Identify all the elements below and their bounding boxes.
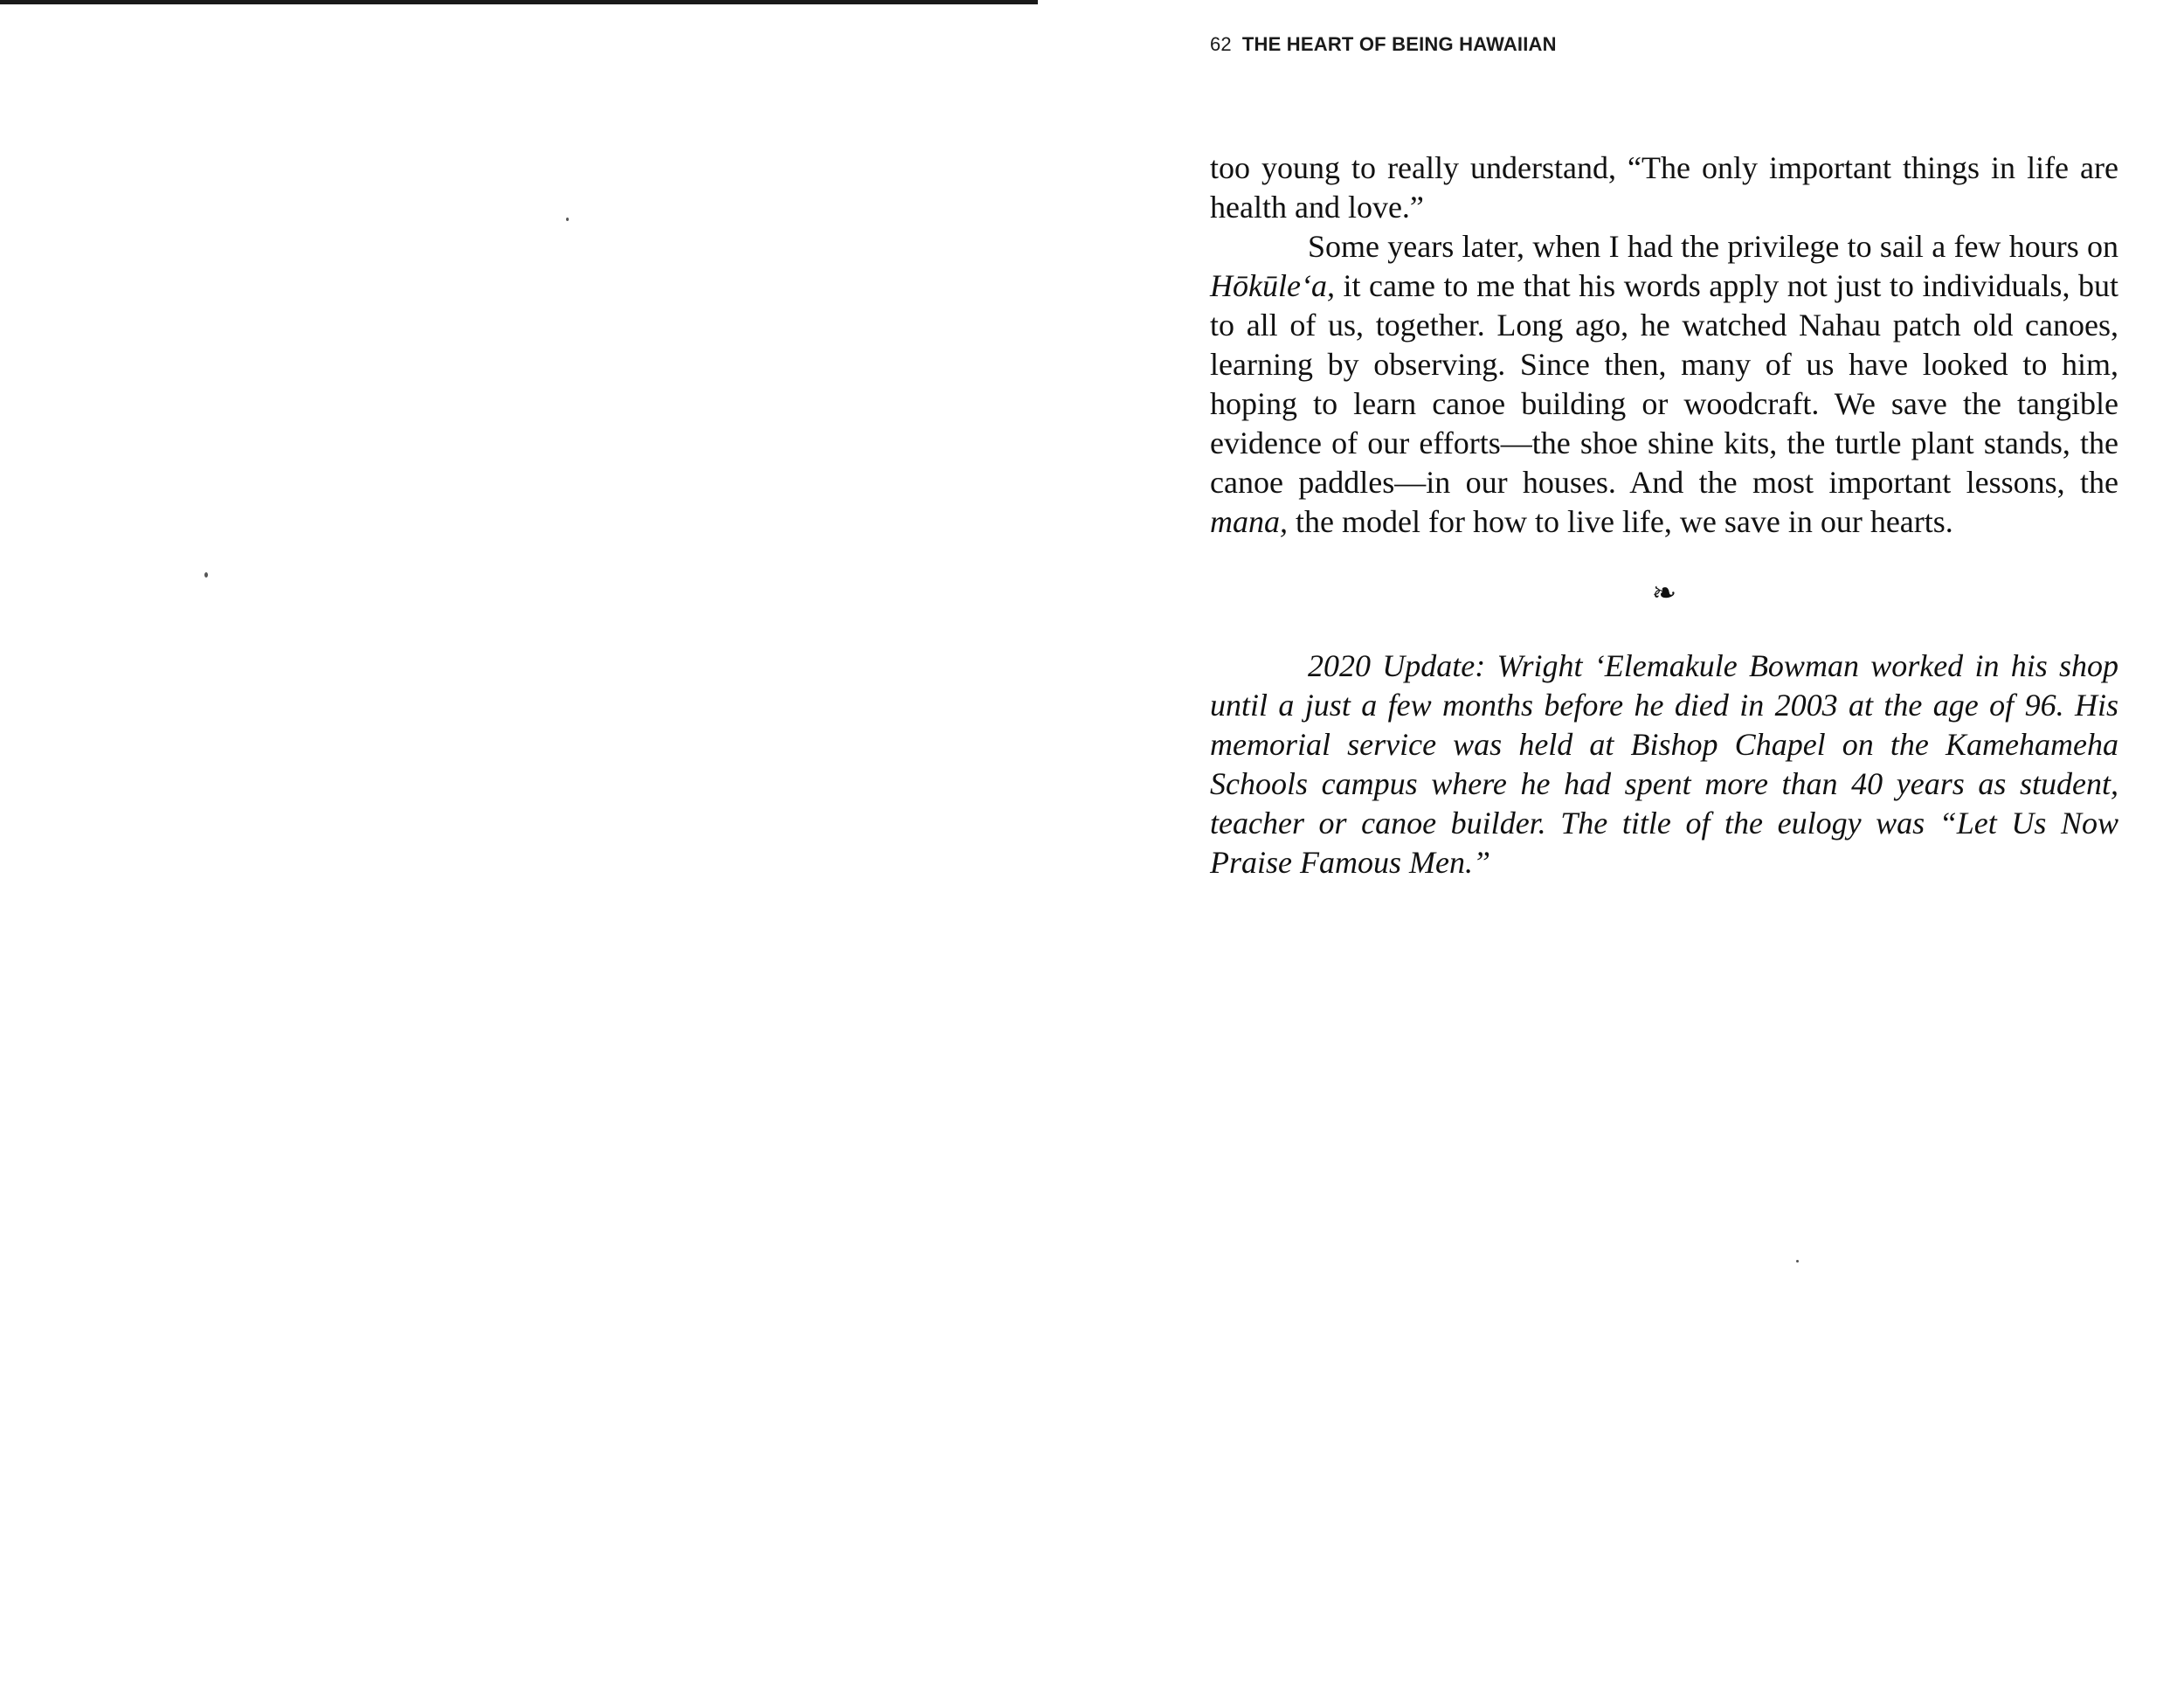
vessel-name: Hōkūle‘a,	[1210, 268, 1335, 303]
book-title: THE HEART OF BEING HAWAIIAN	[1241, 33, 1557, 55]
section-ornament: ❧	[1651, 578, 1677, 610]
paragraph-2-part-1: Some years later, when I had the privilege to sail a few hours on	[1308, 229, 2118, 264]
page-number: 62	[1210, 33, 1232, 55]
running-head	[1210, 33, 1557, 56]
scan-edge	[0, 0, 1038, 4]
paragraph-2-part-2: it came to me that his words apply not just to individuals, but to all of us, together. Long ago, he watched Nahau patch old canoes, learning by observing. Since then, many of us have looked to him, hoping to learn canoe building or woodcraft. We save the tangible evidence of our efforts—the shoe shine kits, the turtle plant stands, the canoe paddles—in our houses. And the most important lessons, the	[1210, 268, 2118, 500]
scan-speck	[1796, 1260, 1799, 1263]
mana-word: mana,	[1210, 504, 1288, 539]
book-page	[1210, 26, 2118, 987]
scan-speck	[204, 572, 208, 578]
scan-speck	[566, 218, 569, 221]
paragraph-1: too young to really understand, “The only important things in life are health and love.”	[1210, 150, 2118, 225]
update-paragraph: 2020 Update: Wright ‘Elemakule Bowman worked in his shop until a just a few months before he died in 2003 at the age of 96. His memorial service was held at Bishop Chapel on the Kamehameha Schools campus where he had spent more than 40 years as student, teacher or canoe builder. The title of the eulogy was “Let Us Now Praise Famous Men.”	[1210, 648, 2118, 880]
body-text	[1210, 149, 2118, 882]
paragraph-2	[1210, 227, 2118, 542]
paragraph-2-part-3: the model for how to live life, we save in our hearts.	[1288, 504, 1953, 539]
